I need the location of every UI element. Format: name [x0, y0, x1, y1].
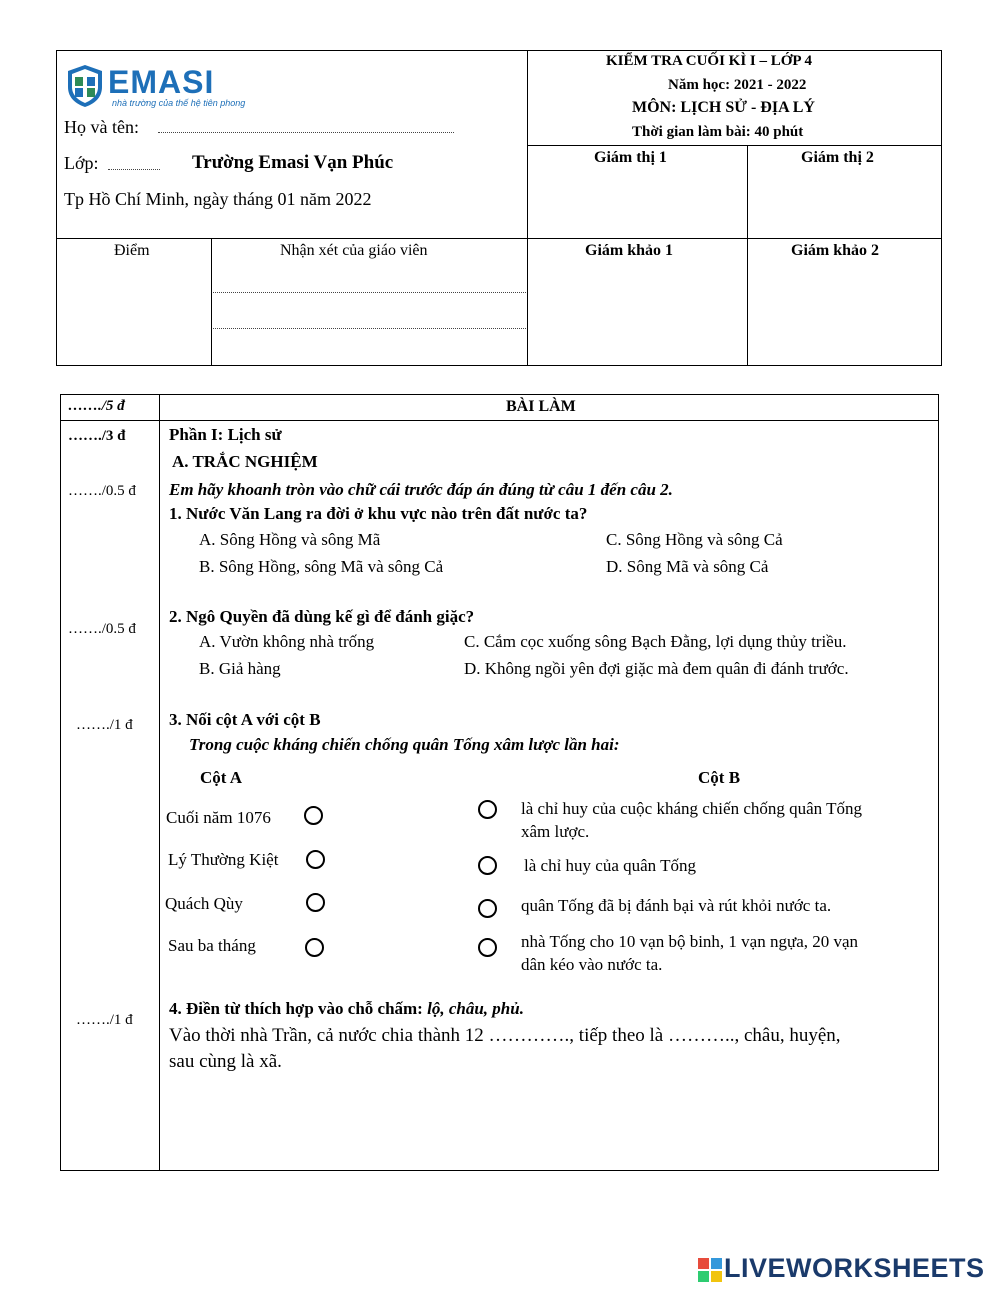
q3-col-a-item: Sau ba tháng: [168, 936, 256, 955]
lop-input-line[interactable]: [108, 169, 160, 170]
score-q2: ……./0.5 đ: [68, 621, 136, 637]
liveworksheets-watermark: LIVEWORKSHEETS: [724, 1253, 985, 1283]
score-q1: ……./0.5 đ: [68, 483, 136, 499]
section-a-title: A. TRẮC NGHIỆM: [172, 452, 318, 471]
ho-ten-label: Họ và tên:: [64, 117, 139, 137]
score-column-divider: [159, 394, 160, 1171]
exam-duration: Thời gian làm bài: 40 phút: [632, 124, 804, 140]
ho-ten-input-line[interactable]: [158, 132, 454, 133]
q3-col-a-item: Quách Qùy: [165, 894, 243, 913]
q3-col-b-connector-icon[interactable]: [478, 856, 497, 875]
q4-fill-line-1[interactable]: Vào thời nhà Trần, cả nước chia thành 12 …………., tiếp theo là ……….., châu, huyện,: [169, 1025, 841, 1046]
q1-option-b[interactable]: B. Sông Hồng, sông Mã và sông Cả: [199, 557, 444, 576]
q3-col-b-connector-icon[interactable]: [478, 899, 497, 918]
q1-option-a[interactable]: A. Sông Hồng và sông Mã: [199, 530, 381, 549]
school-tagline: nhà trường của thế hệ tiên phong: [112, 98, 246, 108]
giam-thi-1-label: Giám thị 1: [594, 149, 667, 166]
diem-label: Điểm: [114, 242, 150, 259]
score-history: ……./3 đ: [68, 428, 126, 444]
lop-label: Lớp:: [64, 153, 99, 173]
q3-col-b-connector-icon[interactable]: [478, 938, 497, 957]
nhan-xet-label: Nhận xét của giáo viên: [280, 242, 428, 259]
liveworksheets-logo-icon: [698, 1258, 722, 1282]
score-q4: ……./1 đ: [76, 1012, 133, 1028]
score-q3: ……./1 đ: [76, 717, 133, 733]
nhan-xet-line[interactable]: [213, 328, 526, 329]
q3-col-a-connector-icon[interactable]: [306, 850, 325, 869]
q4-word-bank: lộ, châu, phủ.: [427, 999, 524, 1018]
q2-option-d[interactable]: D. Không ngồi yên đợi giặc mà đem quân đi đánh trước.: [464, 659, 849, 678]
header-rule: [56, 238, 942, 239]
q3-col-b-item: dân kéo vào nước ta.: [521, 955, 663, 974]
q3-col-b-item: là chỉ huy của quân Tống: [524, 856, 697, 875]
q3-col-b-item: nhà Tống cho 10 vạn bộ binh, 1 vạn ngựa, 20 vạn: [521, 932, 859, 951]
q4-question: 4. Điền từ thích hợp vào chỗ chấm:: [169, 999, 423, 1018]
q3-question: 3. Nối cột A với cột B: [169, 710, 321, 729]
q3-col-a-item: Lý Thường Kiệt: [168, 850, 279, 869]
q3-col-b-title: Cột B: [698, 768, 741, 787]
giam-khao-2-label: Giám khảo 2: [791, 242, 880, 259]
q3-col-b-item: xâm lược.: [521, 822, 590, 841]
q3-col-a-connector-icon[interactable]: [304, 806, 323, 825]
instruction: Em hãy khoanh tròn vào chữ cái trước đáp án đúng từ câu 1 đến câu 2.: [169, 480, 673, 499]
q3-col-a-title: Cột A: [200, 768, 243, 787]
q2-option-b[interactable]: B. Giả hàng: [199, 659, 281, 678]
q3-col-b-item: là chỉ huy của cuộc kháng chiến chống quân Tống: [521, 799, 862, 818]
q1-option-c[interactable]: C. Sông Hồng và sông Cả: [606, 530, 783, 549]
date-line: Tp Hồ Chí Minh, ngày tháng 01 năm 2022: [64, 189, 372, 209]
q3-col-a-connector-icon[interactable]: [306, 893, 325, 912]
score-total: ……./5 đ: [68, 398, 125, 414]
q3-col-b-connector-icon[interactable]: [478, 800, 497, 819]
bai-lam-heading: BÀI LÀM: [506, 398, 576, 415]
school-brand-name: EMASI: [108, 64, 215, 100]
q2-option-c[interactable]: C. Cắm cọc xuống sông Bạch Đằng, lợi dụng thủy triều.: [464, 632, 847, 651]
school-year: Năm học: 2021 - 2022: [668, 77, 807, 93]
q1-question: 1. Nước Văn Lang ra đời ở khu vực nào trên đất nước ta?: [169, 504, 588, 523]
giam-khao-1-label: Giám khảo 1: [585, 242, 674, 259]
school-logo-icon: [64, 63, 106, 109]
q4-question-row: [169, 999, 524, 1019]
q1-option-d[interactable]: D. Sông Mã và sông Cả: [606, 557, 769, 576]
header-divider: [211, 238, 212, 366]
exam-title: KIỂM TRA CUỐI KÌ I – LỚP 4: [606, 53, 813, 69]
header-rule: [527, 145, 942, 146]
q3-col-a-connector-icon[interactable]: [305, 938, 324, 957]
q4-fill-line-2: sau cùng là xã.: [169, 1051, 282, 1072]
school-name: Trường Emasi Vạn Phúc: [192, 152, 394, 173]
header-divider: [747, 145, 748, 366]
subject-title: MÔN: LỊCH SỬ - ĐỊA LÝ: [632, 99, 815, 116]
nhan-xet-line[interactable]: [213, 292, 526, 293]
q3-col-b-item: quân Tống đã bị đánh bại và rút khỏi nước ta.: [521, 896, 832, 915]
q3-context: Trong cuộc kháng chiến chống quân Tống xâm lược lần hai:: [189, 735, 620, 754]
giam-thi-2-label: Giám thị 2: [801, 149, 874, 166]
header-divider: [527, 50, 528, 366]
q3-col-a-item: Cuối năm 1076: [166, 808, 271, 827]
part1-title: Phần I: Lịch sử: [169, 425, 282, 444]
q2-question: 2. Ngô Quyền đã dùng kế gì để đánh giặc?: [169, 607, 475, 626]
body-rule: [60, 420, 939, 421]
q2-option-a[interactable]: A. Vườn không nhà trống: [199, 632, 375, 651]
